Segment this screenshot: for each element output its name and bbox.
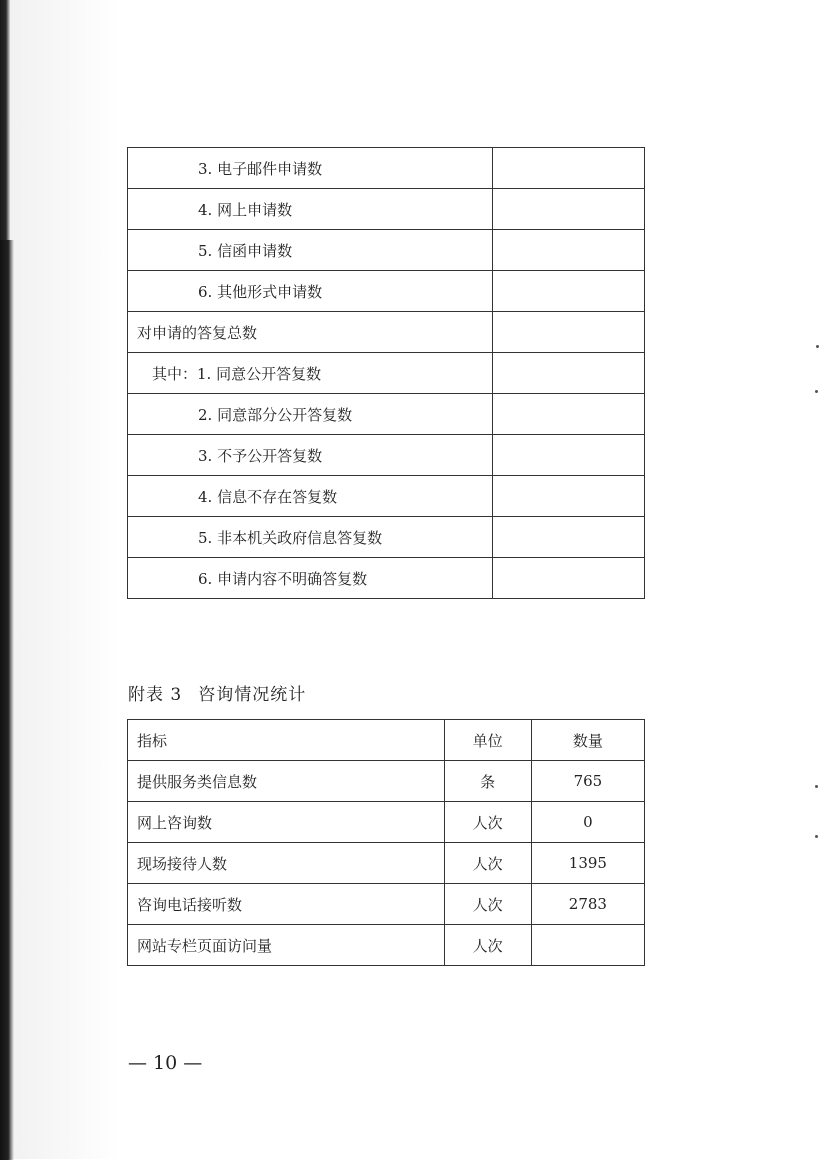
- row-value: [492, 189, 644, 230]
- table-row: [128, 230, 645, 271]
- table-row: [128, 148, 645, 189]
- indicator-cell: 现场接待人数: [128, 843, 445, 884]
- indicator-cell: 提供服务类信息数: [128, 761, 445, 802]
- appendix-label: 附表 3: [128, 685, 183, 705]
- application-statistics-table: [127, 147, 645, 599]
- table-row: [128, 925, 645, 966]
- scan-speck: [816, 345, 819, 348]
- table-row: [128, 802, 645, 843]
- unit-cell: 人次: [444, 843, 531, 884]
- scan-speck: [815, 835, 818, 838]
- row-value: [492, 148, 644, 189]
- table-row: [128, 394, 645, 435]
- table-row: [128, 558, 645, 599]
- unit-cell: 条: [444, 761, 531, 802]
- row-value: [492, 230, 644, 271]
- table-row: [128, 353, 645, 394]
- row-label: 4. 信息不存在答复数: [128, 476, 493, 517]
- row-value: [492, 394, 644, 435]
- scan-speck: [815, 785, 818, 788]
- row-label: 2. 同意部分公开答复数: [128, 394, 493, 435]
- header-indicator: 指标: [128, 720, 445, 761]
- table-row: [128, 271, 645, 312]
- quantity-cell: [531, 925, 644, 966]
- row-label: 6. 其他形式申请数: [128, 271, 493, 312]
- row-label: 其中：1. 同意公开答复数: [128, 353, 493, 394]
- page-number: — 10 —: [128, 1052, 203, 1074]
- table-row: [128, 517, 645, 558]
- table-row: [128, 435, 645, 476]
- quantity-cell: 1395: [531, 843, 644, 884]
- table-header-row: [128, 720, 645, 761]
- quantity-cell: 2783: [531, 884, 644, 925]
- table-row: [128, 761, 645, 802]
- consultation-statistics-table: [127, 719, 645, 966]
- row-value: [492, 271, 644, 312]
- table-row: [128, 476, 645, 517]
- scan-edge-lower: [0, 240, 14, 1160]
- table-row: [128, 189, 645, 230]
- scan-speck: [815, 390, 818, 393]
- row-label: 对申请的答复总数: [128, 312, 493, 353]
- row-value: [492, 517, 644, 558]
- consultation-statistics-body: [128, 720, 645, 966]
- header-quantity: 数量: [531, 720, 644, 761]
- row-value: [492, 476, 644, 517]
- row-label: 3. 不予公开答复数: [128, 435, 493, 476]
- appendix-caption: [128, 680, 306, 705]
- row-value: [492, 435, 644, 476]
- indicator-cell: 网上咨询数: [128, 802, 445, 843]
- indicator-cell: 网站专栏页面访问量: [128, 925, 445, 966]
- row-label: 6. 申请内容不明确答复数: [128, 558, 493, 599]
- row-label: 5. 信函申请数: [128, 230, 493, 271]
- header-unit: 单位: [444, 720, 531, 761]
- table-row: [128, 884, 645, 925]
- row-value: [492, 353, 644, 394]
- row-label: 5. 非本机关政府信息答复数: [128, 517, 493, 558]
- unit-cell: 人次: [444, 925, 531, 966]
- quantity-cell: 0: [531, 802, 644, 843]
- unit-cell: 人次: [444, 884, 531, 925]
- row-value: [492, 558, 644, 599]
- row-value: [492, 312, 644, 353]
- scan-shading: [10, 0, 120, 1159]
- row-label: 4. 网上申请数: [128, 189, 493, 230]
- unit-cell: 人次: [444, 802, 531, 843]
- table-row: [128, 312, 645, 353]
- row-label: 3. 电子邮件申请数: [128, 148, 493, 189]
- quantity-cell: 765: [531, 761, 644, 802]
- application-statistics-body: [128, 148, 645, 599]
- table-row: [128, 843, 645, 884]
- indicator-cell: 咨询电话接听数: [128, 884, 445, 925]
- appendix-title: 咨询情况统计: [198, 685, 307, 705]
